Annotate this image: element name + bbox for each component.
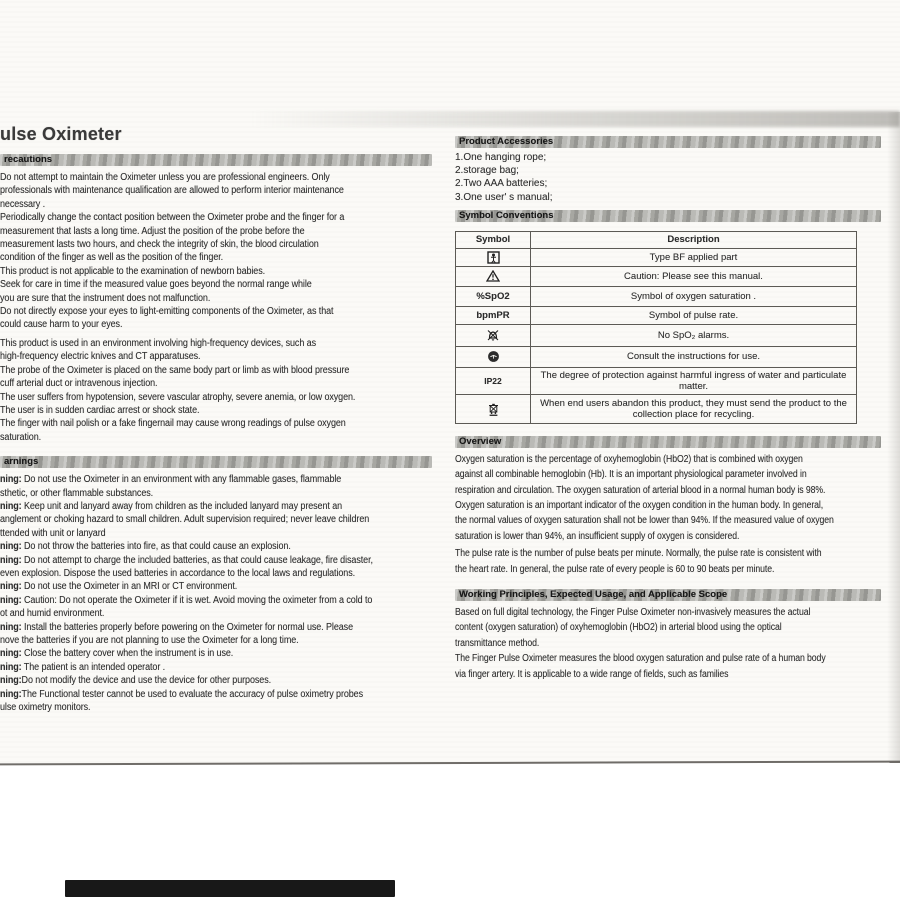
- warning-body: Do not use the Oximeter in an MRI or CT environment.: [21, 581, 238, 593]
- overview-line: the heart rate. In general, the pulse rate of every people is 60 to 90 beats per minute.: [455, 563, 775, 575]
- warning-body: Keep unit and lanyard away from children as the included lanyard may present an: [21, 500, 343, 512]
- weee-bin-icon: [487, 403, 500, 414]
- warning-line: [0, 554, 432, 567]
- scan-artifact-bar: [65, 880, 395, 897]
- precaution-line: you are sure that the instrument does not malfunction.: [0, 292, 211, 304]
- precaution-line: Do not attempt to maintain the Oximeter unless you are professional engineers. Only: [0, 172, 330, 183]
- symbol-description: Symbol of oxygen saturation .: [531, 286, 857, 306]
- overview-line: the normal values of oxygen saturation shall not be lower than 94%. If the measured value of oxygen: [455, 515, 834, 527]
- section-header-precautions: recautions: [0, 154, 432, 166]
- accessories-list: [455, 151, 885, 204]
- right-column: [455, 136, 885, 682]
- symbol-description: When end users abandon this product, they must send the product to the collection place for recycling.: [531, 394, 857, 423]
- scan-right-edge-shade: [887, 112, 900, 762]
- table-row: [456, 306, 857, 324]
- precaution-line: professionals with maintenance qualification are allowed to perform interior maintenance: [0, 185, 344, 197]
- warning-body: ulse oximetry monitors.: [0, 702, 91, 714]
- warning-prefix: ning:: [0, 554, 22, 566]
- warning-prefix: ning:: [0, 500, 22, 512]
- warning-line: [0, 500, 432, 513]
- symbol-description: The degree of protection against harmful ingress of water and particulate matter.: [531, 367, 857, 394]
- table-row: [456, 367, 857, 394]
- warning-line: [0, 688, 432, 701]
- precaution-line: The finger with nail polish or a fake fingernail may cause wrong readings of pulse oxygen: [0, 418, 346, 430]
- table-header-row: [456, 231, 857, 248]
- no-alarm-icon: [486, 330, 500, 341]
- working-principles-line: The Finger Pulse Oximeter measures the blood oxygen saturation and pulse rate of a human body: [455, 653, 826, 665]
- table-row: [456, 394, 857, 423]
- precaution-line: saturation.: [0, 431, 42, 443]
- warning-prefix: ning:: [0, 621, 22, 633]
- accessory-item: 3.One user' s manual;: [455, 191, 553, 203]
- table-row: [456, 324, 857, 346]
- warning-line: [0, 473, 432, 486]
- pulse-rate-symbol-text: bpmPR: [456, 306, 531, 324]
- warning-prefix: ning:: [0, 581, 22, 593]
- working-principles-line: transmittance method.: [455, 637, 540, 649]
- warning-body: Caution: Do not operate the Oximeter if it is wet. Avoid moving the oximeter from a cold to: [21, 594, 373, 606]
- warning-line: [0, 540, 432, 553]
- overview-line: respiration and circulation. The oxygen saturation of arterial blood in a normal human body is 98%.: [455, 484, 826, 496]
- section-header-symbol-conventions: Symbol Conventions: [455, 210, 881, 222]
- table-row: [456, 266, 857, 286]
- overview-text: [455, 452, 881, 577]
- precaution-line: high-frequency electric knives and CT apparatuses.: [0, 351, 201, 363]
- warning-body: even explosion. Dispose the used batteries in accordance to the local laws and regulations.: [0, 567, 356, 579]
- precaution-line: The probe of the Oximeter is placed on the same body part or limb as with blood pressure: [0, 364, 350, 376]
- symbol-description: Symbol of pulse rate.: [531, 306, 857, 324]
- warning-prefix: ning:: [0, 661, 22, 673]
- symbol-column-header: Symbol: [456, 231, 531, 248]
- warning-prefix: ning:: [0, 594, 22, 606]
- warning-body: The Functional tester cannot be used to evaluate the accuracy of pulse oximetry probes: [21, 688, 364, 700]
- page-title: ulse Oximeter: [0, 124, 122, 144]
- precautions-text: [0, 171, 432, 444]
- working-principles-line: via finger artery. It is applicable to a wide range of fields, such as families: [455, 668, 729, 680]
- working-principles-line: Based on full digital technology, the Finger Pulse Oximeter non-invasively measures the actual: [455, 607, 811, 619]
- warning-line: [0, 487, 432, 500]
- precaution-line: Seek for care in time if the measured value goes beyond the normal range while: [0, 279, 312, 291]
- section-header-warnings: arnings: [0, 456, 432, 468]
- precaution-line: Periodically change the contact position between the Oximeter probe and the finger for a: [0, 212, 345, 224]
- warning-body: ttended with unit or lanyard: [0, 527, 106, 539]
- precaution-line: The user suffers from hypotension, severe vascular atrophy, severe anemia, or low oxygen.: [0, 391, 356, 403]
- caution-triangle-icon: [486, 271, 500, 282]
- precaution-line: measurement that lasts a long time. Adjust the position of the probe before the: [0, 225, 305, 237]
- precaution-line: necessary .: [0, 198, 46, 210]
- warning-line: [0, 607, 432, 620]
- warning-body: Do not throw the batteries into fire, as that could cause an explosion.: [21, 541, 291, 553]
- symbol-conventions-table: [455, 231, 857, 424]
- warning-line: [0, 594, 432, 607]
- section-header-working-principles: Working Principles, Expected Usage, and Applicable Scope: [455, 589, 881, 601]
- symbol-description: Type BF applied part: [531, 248, 857, 266]
- warning-line: [0, 661, 432, 674]
- precaution-line: This product is used in an environment involving high-frequency devices, such as: [0, 337, 316, 349]
- warning-body: Do not attempt to charge the included batteries, as that could cause leakage, fire disaster,: [21, 554, 373, 566]
- precaution-line: could cause harm to your eyes.: [0, 319, 123, 331]
- warning-prefix: ning:: [0, 474, 22, 486]
- warning-body: Do not modify the device and use the device for other purposes.: [21, 675, 272, 687]
- warning-prefix: ning:: [0, 675, 22, 687]
- description-column-header: Description: [531, 231, 857, 248]
- warning-body: nove the batteries if you are not planning to use the Oximeter for a long time.: [0, 635, 299, 646]
- accessory-item: 2.storage bag;: [455, 165, 519, 177]
- section-header-overview: Overview: [455, 436, 881, 448]
- symbol-description: No SpO₂ alarms.: [531, 324, 857, 346]
- warning-body: sthetic, or other flammable substances.: [0, 487, 154, 499]
- accessory-item: 2.Two AAA batteries;: [455, 178, 548, 190]
- symbol-description: Consult the instructions for use.: [531, 346, 857, 367]
- warning-body: anglement or choking hazard to small children. Adult supervision required; never leave children: [0, 514, 370, 526]
- overview-line: The pulse rate is the number of pulse beats per minute. Normally, the pulse rate is consistent with: [455, 548, 822, 560]
- warning-line: [0, 567, 432, 580]
- overview-line: against all combinable hemoglobin (Hb). It is an important physiological parameter involved in: [455, 469, 807, 481]
- overview-line: Oxygen saturation is an important indicator of the oxygen condition in the human body. In general,: [455, 500, 824, 512]
- warning-line: [0, 634, 432, 647]
- warning-line: [0, 647, 432, 660]
- warnings-text: [0, 473, 432, 714]
- table-row: [456, 346, 857, 367]
- left-column: [0, 124, 432, 714]
- warning-prefix: ning:: [0, 541, 22, 553]
- accessory-item: 1.One hanging rope;: [455, 152, 547, 163]
- working-principles-line: content (oxygen saturation) of oxyhemoglobin (HbO2) in arterial blood using the optical: [455, 622, 782, 634]
- warning-line: [0, 621, 432, 634]
- warning-line: [0, 701, 432, 714]
- warning-line: [0, 527, 432, 540]
- bf-applied-part-icon: [487, 252, 500, 263]
- warning-prefix: ning:: [0, 688, 22, 700]
- section-header-product-accessories: Product Accessories: [455, 136, 881, 148]
- consult-instructions-icon: [487, 351, 500, 362]
- warning-line: [0, 513, 432, 526]
- ip22-symbol-text: IP22: [456, 367, 531, 394]
- precaution-line: cuff arterial duct or intravenous injection.: [0, 378, 158, 390]
- warning-prefix: ning:: [0, 648, 22, 660]
- warning-line: [0, 580, 432, 593]
- precaution-line: condition of the finger as well as the position of the finger.: [0, 252, 224, 264]
- warning-body: Close the battery cover when the instrument is in use.: [21, 648, 234, 660]
- warning-line: [0, 674, 432, 687]
- warning-body: Install the batteries properly before powering on the Oximeter for normal use. Please: [21, 621, 353, 633]
- warning-body: Do not use the Oximeter in an environment with any flammable gases, flammable: [21, 474, 342, 486]
- warning-body: ot and humid environment.: [0, 608, 105, 620]
- precaution-line: measurement lasts two hours, and check the integrity of skin, the blood circulation: [0, 239, 319, 251]
- spo2-symbol-text: %SpO2: [456, 286, 531, 306]
- symbol-description: Caution: Please see this manual.: [531, 266, 857, 286]
- precaution-line: Do not directly expose your eyes to light-emitting components of the Oximeter, as that: [0, 306, 334, 318]
- table-row: [456, 286, 857, 306]
- precaution-line: This product is not applicable to the examination of newborn babies.: [0, 265, 266, 277]
- table-row: [456, 248, 857, 266]
- working-principles-text: [455, 605, 881, 682]
- overview-line: saturation is lower than 94%, an insufficient supply of oxygen is considered.: [455, 530, 740, 542]
- overview-line: Oxygen saturation is the percentage of oxyhemoglobin (HbO2) that is combined with oxygen: [455, 453, 803, 465]
- warning-body: The patient is an intended operator .: [21, 661, 166, 673]
- precaution-line: The user is in sudden cardiac arrest or shock state.: [0, 404, 200, 416]
